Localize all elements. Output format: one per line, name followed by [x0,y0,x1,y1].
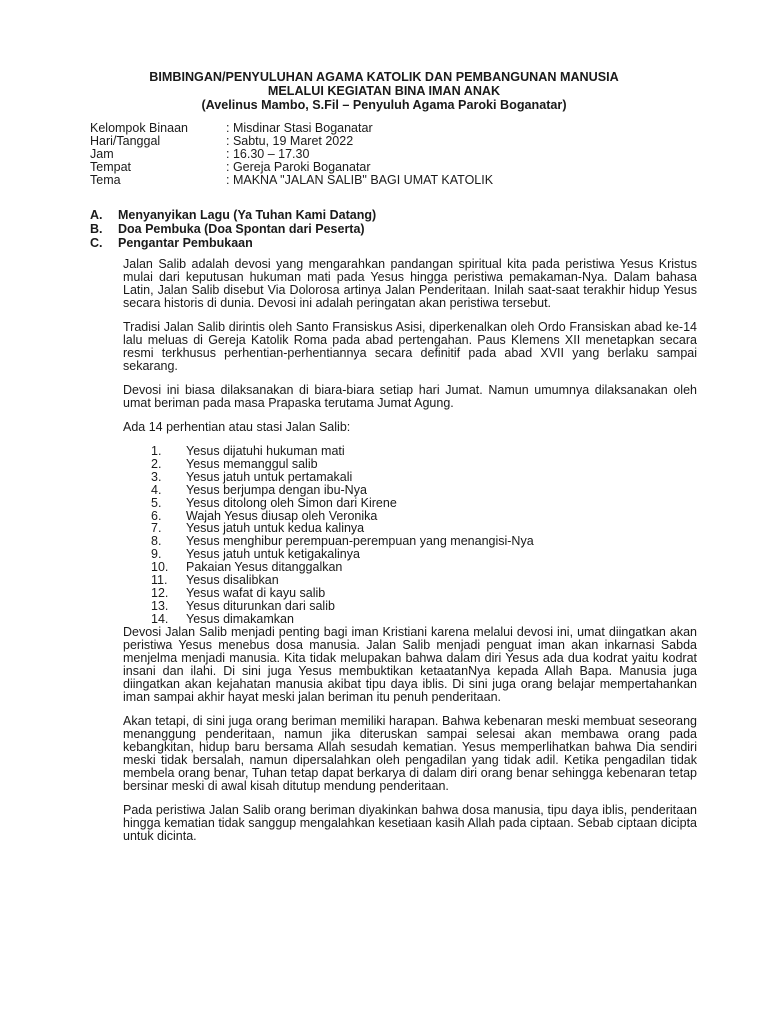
list-text: Yesus jatuh untuk kedua kalinya [186,521,365,536]
meta-value: : Gereja Paroki Boganatar [226,160,371,174]
list-number: 3. [151,469,162,484]
list-text: Yesus ditolong oleh Simon dari Kirene [186,495,397,510]
meta-value: : Sabtu, 19 Maret 2022 [226,134,354,148]
list-number: 11. [151,573,168,588]
paragraph: Devosi ini biasa dilaksanakan di biara-biara setiap hari Jumat. Namun umumnya dilaksanakan oleh umat beriman pada masa Prapaska terutama Jumat Agung. [123,383,697,410]
header-subtitle: MELALUI KEGIATAN BINA IMAN ANAK [267,84,501,98]
meta-label: Hari/Tanggal [90,134,161,148]
list-text: Yesus diturunkan dari salib [186,598,335,613]
section-title: Menyanyikan Lagu (Ya Tuhan Kami Datang) [118,208,377,222]
section-heading [90,236,376,250]
list-text: Pakaian Yesus ditanggalkan [186,560,343,575]
list-item [151,484,697,497]
meta-label: Jam [90,147,114,161]
list-number: 14. [151,611,169,626]
list-number: 7. [151,521,162,536]
meta-label: Tempat [90,160,131,174]
list-text: Yesus memanggul salib [186,456,318,471]
meta-value: : MAKNA "JALAN SALIB" BAGI UMAT KATOLIK [226,173,494,187]
section-list [90,208,376,250]
paragraph: Devosi Jalan Salib menjadi penting bagi iman Kristiani karena melalui devosi ini, umat diingatkan akan peristiwa Yesus menebus dosa manusia. Jalan Salib menjadi penguat iman akan inkarnasi Sabda menjelma menjadi manusia. Kita tidak melupakan bahwa dalam diri Yesus ada dua kodrat yaitu kodrat insani dan ilahi. Di sini juga Yesus membuktikan ketaatanNya kepada Allah Bapa. Manusia juga diingatkan akan kejahatan manusia akibat tipu daya iblis. Di sini juga orang belajar mempertahankan iman sampai akhir hayat meski jalan beriman itu penuh penderitaan. [123,624,697,704]
document-header [0,70,768,112]
section-title: Doa Pembuka (Doa Spontan dari Peserta) [118,222,365,236]
stations-list [151,445,697,626]
paragraph: Jalan Salib adalah devosi yang mengarahkan pandangan spiritual kita pada peristiwa Yesus Kristus mulai dari keputusan hukuman mati pada Yesus hingga peristiwa pemakaman-Nya. Dalam bahasa Latin, Jalan Salib disebut Via Dolorosa artinya Jalan Penderitaan. Inilah saat-saat terakhir hidup Yesus secara historis di dunia. Devosi ini adalah peringatan akan peristiwa tersebut. [123,257,697,310]
list-text: Yesus dijatuhi hukuman mati [186,444,345,458]
list-item [151,613,697,626]
meta-value: : 16.30 – 17.30 [226,147,310,161]
list-number: 8. [151,534,162,549]
list-text: Yesus jatuh untuk pertamakali [186,469,353,484]
list-number: 6. [151,508,162,523]
list-number: 10. [151,560,169,575]
list-number: 2. [151,456,162,471]
list-text: Yesus wafat di kayu salib [186,585,326,600]
section-title: Pengantar Pembukaan [118,236,253,250]
section-letter: C. [90,236,103,250]
section-heading [90,222,376,236]
section-letter: B. [90,222,103,236]
meta-label: Tema [90,173,121,187]
list-number: 13. [151,598,169,613]
list-text: Yesus berjumpa dengan ibu-Nya [186,482,367,497]
meta-info [90,122,493,187]
header-title: BIMBINGAN/PENYULUHAN AGAMA KATOLIK DAN PEMBANGUNAN MANUSIA [149,70,619,84]
list-number: 9. [151,547,162,562]
body-text [123,258,697,843]
list-item [151,600,697,613]
paragraph: Ada 14 perhentian atau stasi Jalan Salib: [123,420,351,434]
list-number: 1. [151,444,162,458]
list-item [151,587,697,600]
section-heading [90,208,376,222]
meta-value: : Misdinar Stasi Boganatar [226,121,373,135]
list-item [151,497,697,510]
paragraph: Akan tetapi, di sini juga orang beriman memiliki harapan. Bahwa kebenaran meski membuat seseorang menanggung penderitaan, namun jika diteruskan sampai selesai akan membawa orang pada kebangkitan, hidup baru bersama Allah sesudah kematian. Yesus memperlihatkan bahwa Dia sendiri meski tidak bersalah, namun dipersalahkan oleh pengadilan yang tidak adil. Ketika pengadilan tidak membela orang benar, Tuhan tetap dapat berkarya di dalam diri orang benar sehingga kebenaran tetap bersinar meski di awal kisah ditutup mendung penderitaan. [123,713,697,793]
list-item [151,471,697,484]
list-number: 12. [151,585,169,600]
section-letter: A. [90,208,103,222]
list-text: Yesus menghibur perempuan-perempuan yang menangisi-Nya [186,534,534,549]
header-author: (Avelinus Mambo, S.Fil – Penyuluh Agama Paroki Boganatar) [201,98,567,112]
list-text: Yesus jatuh untuk ketigakalinya [186,547,360,562]
list-number: 4. [151,482,162,497]
list-item [151,458,697,471]
list-item [151,445,697,458]
list-text: Yesus dimakamkan [186,611,294,626]
list-text: Yesus disalibkan [186,573,279,588]
paragraph: Pada peristiwa Jalan Salib orang beriman diyakinkan bahwa dosa manusia, tipu daya iblis, penderitaan hingga kematian tidak sanggup mengalahkan kesetiaan kasih Allah pada ciptaan. Sebab ciptaan dicipta untuk dicinta. [123,802,697,843]
paragraph: Tradisi Jalan Salib dirintis oleh Santo Fransiskus Asisi, diperkenalkan oleh Ordo Fransiskan abad ke-14 lalu meluas di Gereja Katolik Roma pada abad pertengahan. Paus Klemens XII menetapkan secara resmi terkhusus perhentian-perhentiannya secara definitif pada abad XVII yang berlaku sampai sekarang. [123,320,697,373]
meta-row [90,174,493,187]
list-text: Wajah Yesus diusap oleh Veronika [186,508,378,523]
list-number: 5. [151,495,162,510]
meta-label: Kelompok Binaan [90,121,188,135]
